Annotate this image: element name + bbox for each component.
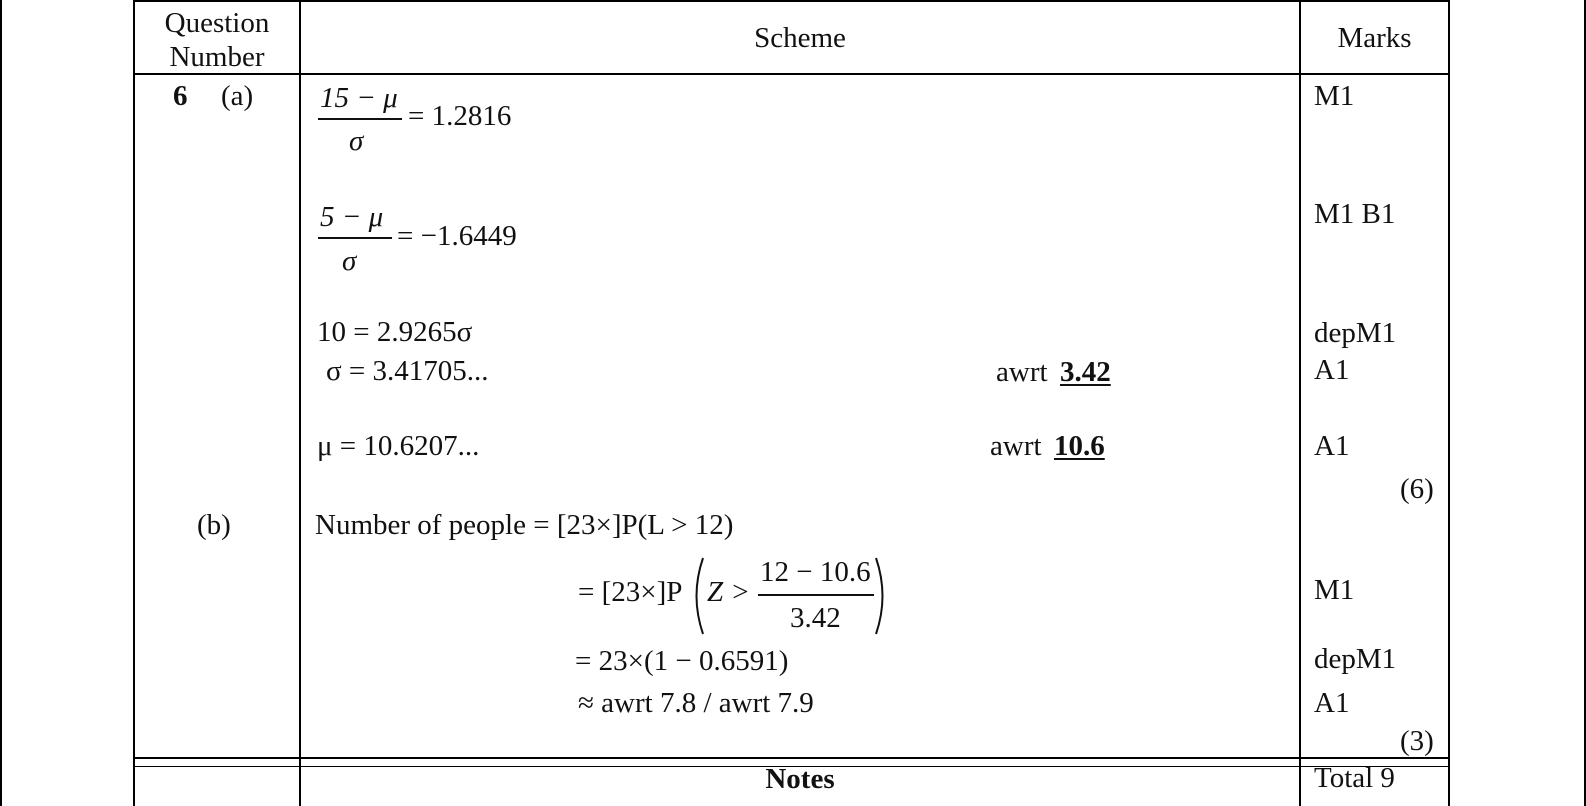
- header-question-line1: Question: [164, 7, 270, 39]
- page-left-edge: [0, 0, 2, 806]
- notes-label: Notes: [765, 763, 835, 795]
- equation-3: 10 = 2.9265σ: [317, 316, 473, 348]
- b2-z: Z >: [707, 576, 750, 608]
- part-a-label: (a): [221, 80, 254, 112]
- b-line-4: ≈ awrt 7.8 / awrt 7.9: [578, 687, 814, 719]
- eq1-rhs: = 1.2816: [408, 100, 512, 132]
- part-b-label: (b): [197, 509, 231, 541]
- b2-numerator: 12 − 10.6: [760, 556, 871, 588]
- eq4-awrt-label: awrt: [996, 356, 1048, 388]
- mark-eq5: A1: [1314, 430, 1350, 462]
- mark-b4: A1: [1314, 687, 1350, 719]
- eq2-rhs: = −1.6449: [397, 220, 517, 252]
- mark-eq1: M1: [1314, 80, 1355, 112]
- eq1-fraction-bar: [318, 118, 402, 120]
- total-marks: Total 9: [1314, 762, 1395, 794]
- mark-eq2: M1 B1: [1314, 198, 1396, 230]
- mark-b3: depM1: [1314, 643, 1397, 675]
- eq2-denominator: σ: [342, 245, 357, 277]
- b2-lhs: = [23×]P: [578, 576, 683, 608]
- header-marks: Marks: [1337, 22, 1412, 54]
- equation-4: σ = 3.41705...: [326, 355, 489, 387]
- equation-5: μ = 10.6207...: [317, 430, 480, 462]
- header-question-number: [135, 6, 299, 74]
- b-line-1: Number of people = [23×]P(L > 12): [315, 509, 734, 541]
- question-number: 6: [173, 80, 188, 112]
- mark-eq4: A1: [1314, 354, 1350, 386]
- eq5-awrt-label: awrt: [990, 430, 1042, 462]
- b-line-3: = 23×(1 − 0.6591): [575, 645, 789, 677]
- eq5-awrt-value: 10.6: [1054, 430, 1105, 462]
- b2-fraction-bar: [758, 594, 874, 596]
- eq4-awrt-value: 3.42: [1060, 356, 1111, 388]
- header-question-line2: Number: [169, 41, 265, 73]
- subtotal-b: (3): [1400, 725, 1434, 757]
- right-paren-icon: [873, 555, 891, 637]
- mark-b2: M1: [1314, 574, 1355, 606]
- header-scheme: Scheme: [754, 22, 846, 54]
- b2-denominator: 3.42: [790, 602, 841, 634]
- eq1-denominator: σ: [349, 125, 364, 157]
- eq2-fraction-bar: [318, 237, 392, 239]
- left-paren-icon: [688, 555, 706, 637]
- eq2-numerator: 5 − μ: [320, 201, 384, 233]
- eq1-numerator: 15 − μ: [320, 82, 398, 114]
- mark-eq3: depM1: [1314, 317, 1397, 349]
- subtotal-a: (6): [1400, 473, 1434, 505]
